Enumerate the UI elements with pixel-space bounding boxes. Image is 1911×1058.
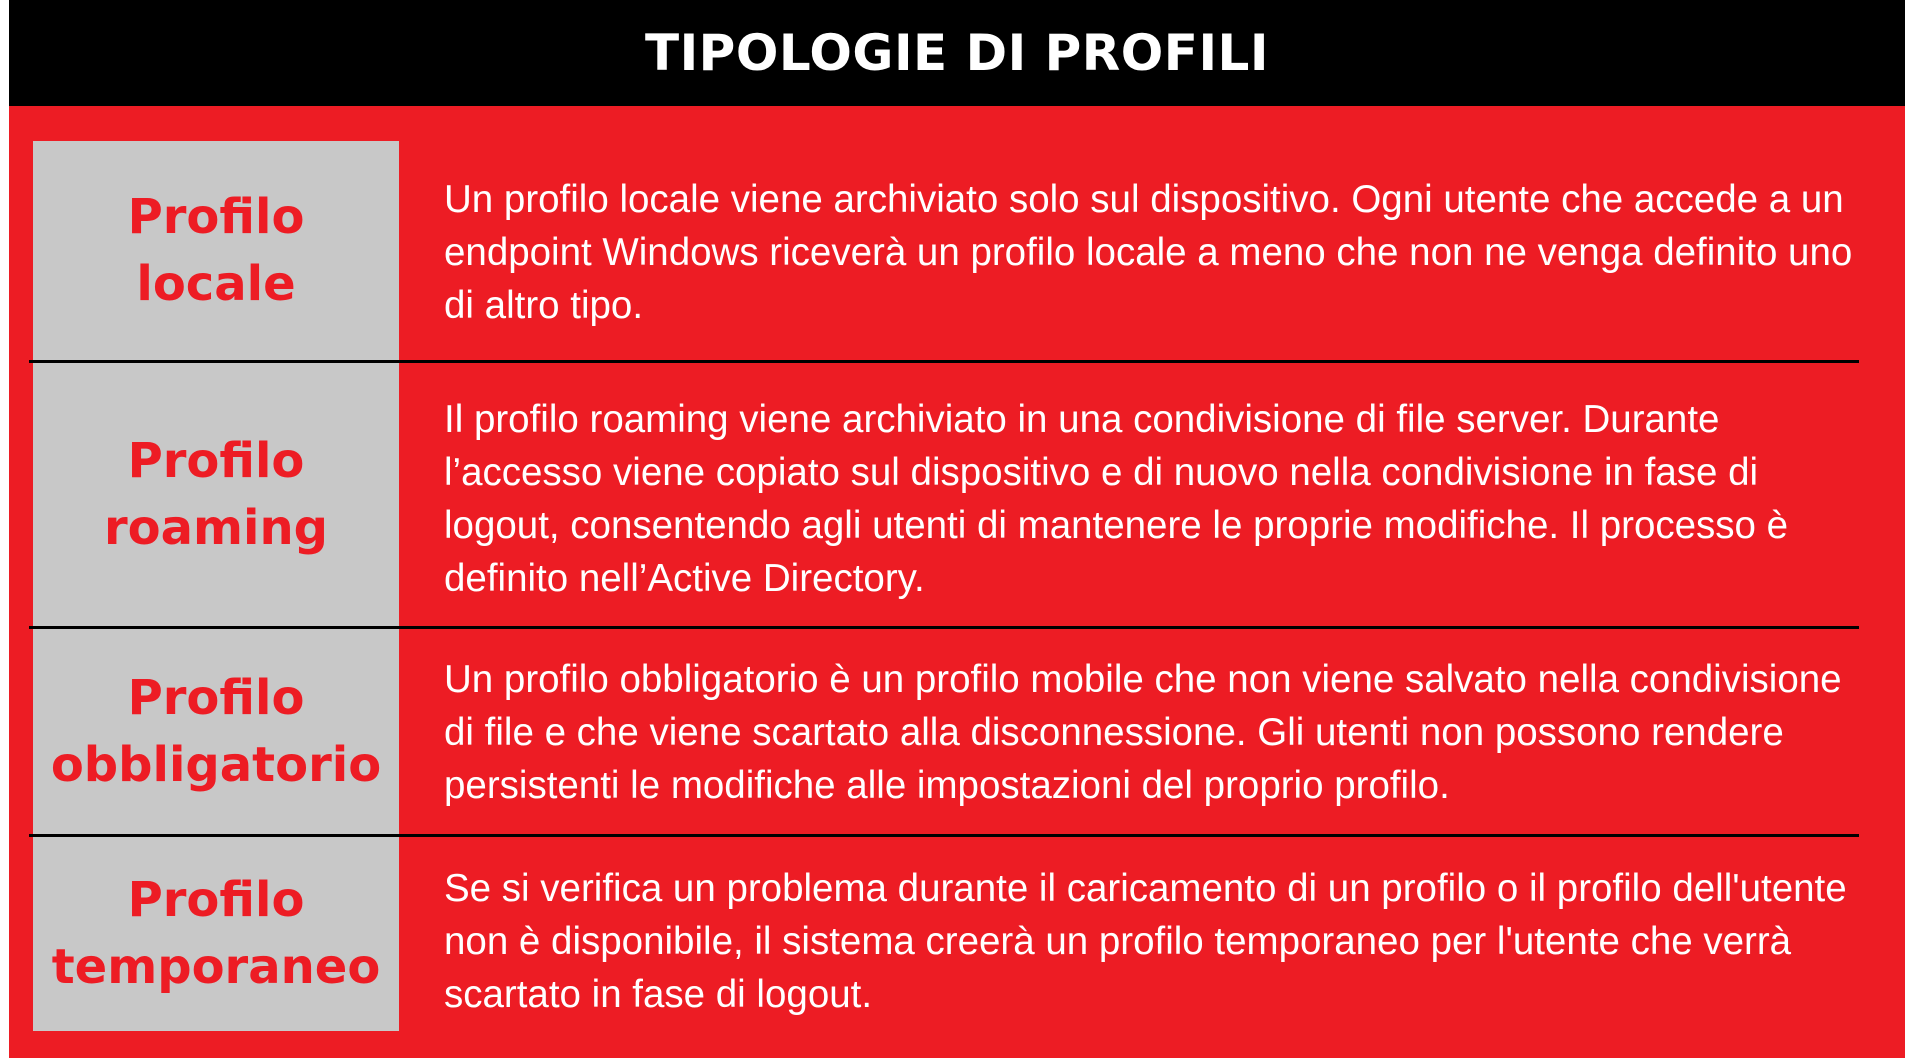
profile-row-local [29, 141, 1859, 360]
profile-label-cell [33, 141, 399, 360]
profile-row-mandatory [29, 629, 1859, 834]
profile-description: Il profilo roaming viene archiviato in una condivisione di file server. Durante l’accesso viene copiato sul dispositivo e di nuovo nella condivisione in fase di logout, consentendo agli utenti di mantenere le proprie modifiche. Il processo è definito nell’Active Directory. [444, 398, 1789, 600]
profile-label-cell [33, 363, 399, 627]
profile-row-temporary [29, 837, 1859, 1031]
page-title: TIPOLOGIE DI PROFILI [9, 0, 1905, 106]
profile-description: Se si verifica un problema durante il caricamento di un profilo o il profilo dell'utente non è disponibile, il sistema creerà un profilo temporaneo per l'utente che verrà scartato in fase di logout. [444, 867, 1847, 1016]
profile-row-roaming [29, 363, 1859, 627]
profile-label-cell [33, 629, 399, 834]
profile-label-cell [33, 837, 399, 1031]
profile-label: Profilo obbligatorio [50, 669, 382, 793]
profile-types-card [9, 0, 1905, 1058]
profile-label: Profilo locale [127, 188, 305, 312]
profile-label: Profilo temporaneo [51, 872, 381, 995]
profile-description: Un profilo obbligatorio è un profilo mobile che non viene salvato nella condivisione di file e che viene scartato alla disconnessione. Gli utenti non possono rendere persistenti le modifiche alle impostazioni del proprio profilo. [444, 658, 1842, 807]
profile-label: Profilo roaming [103, 433, 329, 556]
profile-description: Un profilo locale viene archiviato solo sul dispositivo. Ogni utente che accede a un endpoint Windows riceverà un profilo locale a meno che non ne venga definito uno di altro tipo. [444, 178, 1853, 327]
